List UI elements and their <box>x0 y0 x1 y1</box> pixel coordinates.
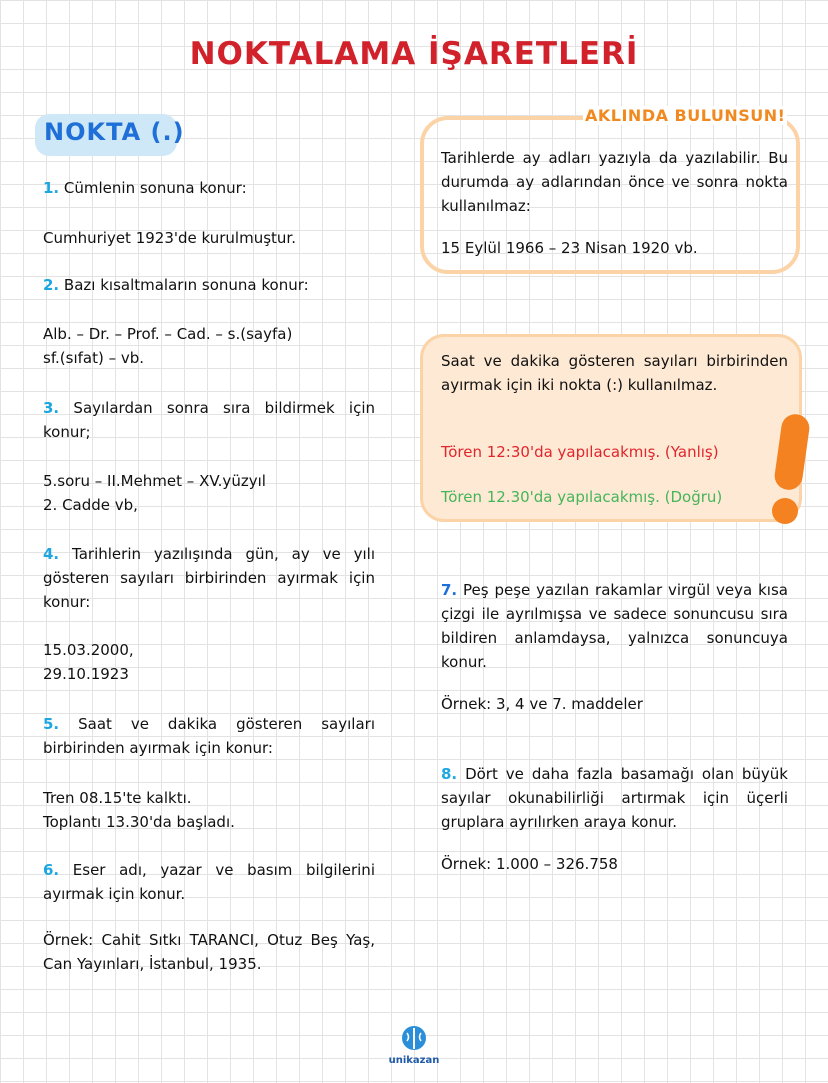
brand-logo-text: unikazan <box>388 1055 440 1066</box>
reminder-text: Tarihlerde ay adları yazıyla da yazılabilir. Bu durumda ay adlarından önce ve sonra nokta kullanılmaz: <box>441 149 788 215</box>
rule-text: Tarihlerin yazılışında gün, ay ve yılı gösteren sayıları birbirinden ayırmak için konur: <box>43 545 375 611</box>
rule-text: Bazı kısaltmaların sonuna konur: <box>63 276 309 294</box>
rule-6-example: Örnek: Cahit Sıtkı TARANCI, Otuz Beş Yaş, Can Yayınları, İstanbul, 1935. <box>43 931 375 973</box>
rule-4 <box>43 542 375 614</box>
rule-2-example-line-2: sf.(sıfat) – vb. <box>43 349 145 367</box>
section-heading: NOKTA (.) <box>44 118 185 146</box>
rule-text: Saat ve dakika gösteren sayıları birbirinden ayırmak için konur: <box>43 715 375 757</box>
exclamation-dot-icon <box>772 498 798 524</box>
right-example: Tören 12.30'da yapılacakmış. (Doğru) <box>441 488 723 506</box>
warning-text: Saat ve dakika gösteren sayıları birbirinden ayırmak için iki nokta (:) kullanılmaz. <box>441 352 788 394</box>
reminder-example: 15 Eylül 1966 – 23 Nisan 1920 vb. <box>441 239 698 257</box>
rule-5-example-line-2: Toplantı 13.30'da başladı. <box>43 813 235 831</box>
rule-8 <box>441 762 788 834</box>
rule-number: 8. <box>441 765 458 783</box>
rule-text: Cümlenin sonuna konur: <box>63 179 247 197</box>
reminder-label: AKLINDA BULUNSUN! <box>585 106 786 125</box>
rule-2-example-line-1: Alb. – Dr. – Prof. – Cad. – s.(sayfa) <box>43 325 293 343</box>
rule-number: 5. <box>43 715 60 733</box>
rule-7 <box>441 578 788 674</box>
rule-number: 3. <box>43 399 60 417</box>
rule-1-example: Cumhuriyet 1923'de kurulmuştur. <box>43 229 296 247</box>
rule-text: Eser adı, yazar ve basım bilgilerini ayırmak için konur. <box>43 861 375 903</box>
rule-number: 7. <box>441 581 458 599</box>
rule-3-example-line-2: 2. Cadde vb, <box>43 496 138 514</box>
rule-4-example-line-1: 15.03.2000, <box>43 641 134 659</box>
rule-4-example-line-2: 29.10.1923 <box>43 665 129 683</box>
rule-8-example: Örnek: 1.000 – 326.758 <box>441 855 618 873</box>
rule-number: 2. <box>43 276 60 294</box>
rule-7-example: Örnek: 3, 4 ve 7. maddeler <box>441 695 643 713</box>
rule-number: 6. <box>43 861 60 879</box>
rule-5 <box>43 712 375 760</box>
rule-6 <box>43 858 375 906</box>
rule-5-example-line-1: Tren 08.15'te kalktı. <box>43 789 192 807</box>
page-title: NOKTALAMA İŞARETLERİ <box>189 36 639 72</box>
wrong-example: Tören 12:30'da yapılacakmış. (Yanlış) <box>441 443 719 461</box>
rule-text: Peş peşe yazılan rakamlar virgül veya kısa çizgi ile ayrılmışsa ve sadece sonuncusu sıra bildiren anlamdaysa, yalnızca sonuncuya konur. <box>441 581 788 671</box>
rule-text: Dört ve daha fazla basamağı olan büyük sayılar okunabilirliği artırmak için üçerli gruplara ayrılırken araya konur. <box>441 765 788 831</box>
rule-number: 4. <box>43 545 60 563</box>
rule-number: 1. <box>43 179 60 197</box>
rule-text: Sayılardan sonra sıra bildirmek için konur; <box>43 399 375 441</box>
brain-icon <box>396 1025 432 1057</box>
rule-2 <box>43 273 375 297</box>
rule-1 <box>43 176 375 200</box>
rule-3-example-line-1: 5.soru – II.Mehmet – XV.yüzyıl <box>43 472 266 490</box>
rule-3 <box>43 396 375 444</box>
